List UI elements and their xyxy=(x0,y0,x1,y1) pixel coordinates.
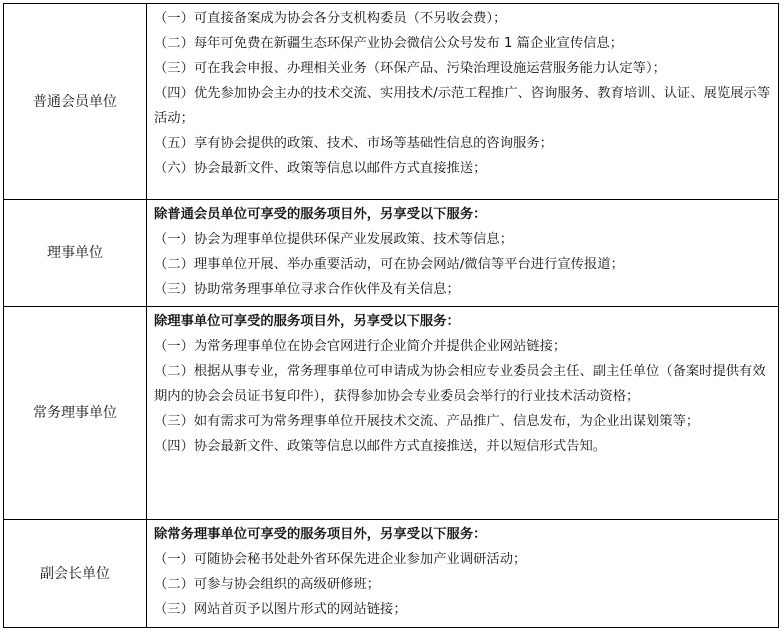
row-label: 常务理事单位 xyxy=(4,307,147,520)
row-content xyxy=(147,307,779,520)
row-label: 普通会员单位 xyxy=(4,4,147,200)
table-row-council-member xyxy=(4,200,779,307)
row-content xyxy=(147,4,779,200)
table-row-ordinary-member xyxy=(4,4,779,200)
benefit-item: （六）协会最新文件、政策等信息以邮件方式直接推送； xyxy=(154,161,487,176)
row-label: 理事单位 xyxy=(4,200,147,307)
section-heading: 除常务理事单位可享受的服务项目外，另享受以下服务： xyxy=(154,527,487,542)
table-row-vice-president xyxy=(4,520,779,628)
benefit-item: （二）每年可免费在新疆生态环保产业协会微信公众号发布 1 篇企业宣传信息； xyxy=(154,36,624,51)
benefit-item: （四）协会最新文件、政策等信息以邮件方式直接推送，并以短信形式告知。 xyxy=(154,439,607,454)
row-content xyxy=(147,520,779,628)
benefit-item: （三）网站首页予以图片形式的网站链接； xyxy=(154,602,407,617)
benefit-item: （一）协会为理事单位提供环保产业发展政策、技术等信息； xyxy=(154,232,514,247)
benefit-item: （三）协助常务理事单位寻求合作伙伴及有关信息； xyxy=(154,282,460,297)
benefit-item: （三）可在我会申报、办理相关业务（环保产品、污染治理设施运营服务能力认定等）； xyxy=(154,61,666,76)
benefit-item: （二）根据从事专业，常务理事单位可申请成为协会相应专业委员会主任、副主任单位（备案时提供有效期内的协会会员证书复印件），获得参加协会专业委员会举行的行业技术活动资格； xyxy=(154,364,766,404)
row-label: 副会长单位 xyxy=(4,520,147,628)
benefit-item: （二）可参与协会组织的高级研修班； xyxy=(154,577,381,592)
benefit-item: （一）可随协会秘书处赴外省环保先进企业参加产业调研活动； xyxy=(154,552,527,567)
section-heading: 除普通会员单位可享受的服务项目外，另享受以下服务： xyxy=(154,207,487,222)
benefit-item: （四）优先参加协会主办的技术交流、实用技术/示范工程推广、咨询服务、教育培训、认证、展览展示等活动； xyxy=(154,86,771,126)
table-row-standing-council-member xyxy=(4,307,779,520)
benefit-item: （三）如有需求可为常务理事单位开展技术交流、产品推广、信息发布，为企业出谋划策等； xyxy=(154,414,700,429)
benefit-item: （二）理事单位开展、举办重要活动，可在协会网站/微信等平台进行宣传报道； xyxy=(154,257,624,272)
membership-benefits-table xyxy=(3,3,779,628)
row-content xyxy=(147,200,779,307)
section-heading: 除理事单位可享受的服务项目外，另享受以下服务： xyxy=(154,314,460,329)
benefit-item: （一）为常务理事单位在协会官网进行企业简介并提供企业网站链接； xyxy=(154,339,567,354)
benefit-item: （一）可直接备案成为协会各分支机构委员（不另收会费）； xyxy=(154,11,507,26)
benefit-item: （五）享有协会提供的政策、技术、市场等基础性信息的咨询服务； xyxy=(154,136,553,151)
